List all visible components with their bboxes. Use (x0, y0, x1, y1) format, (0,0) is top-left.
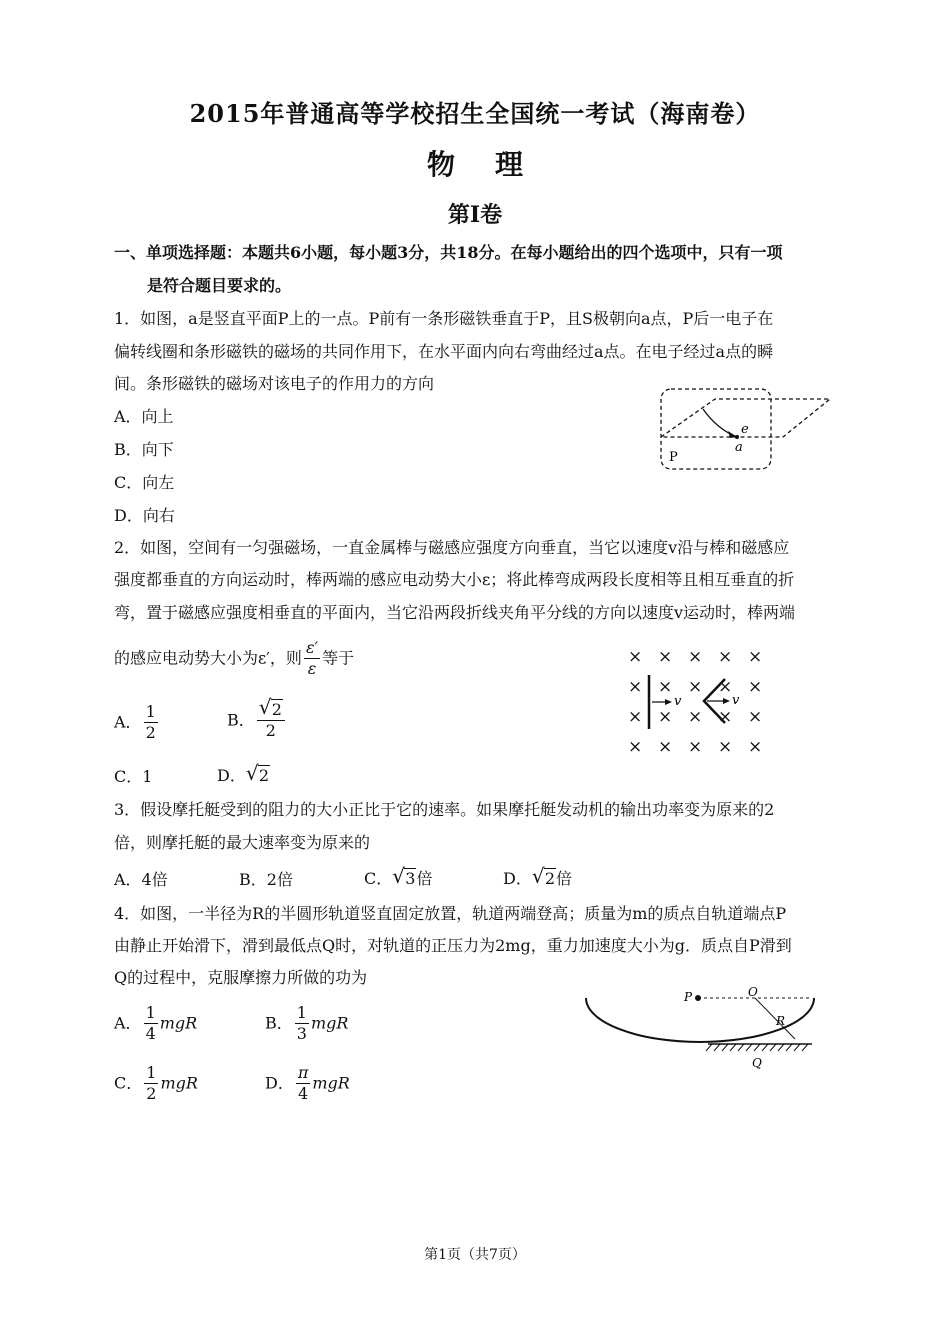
q4-option-d-num: π (297, 1063, 309, 1082)
field-cross: × (628, 647, 643, 667)
volume-title: 第Ⅰ卷 (447, 202, 503, 228)
field-cross: × (658, 737, 673, 755)
field-cross: × (658, 707, 673, 727)
q2-option-d-label: D． (217, 766, 246, 785)
field-cross: × (628, 737, 643, 755)
q4-label-q: Q (752, 1056, 762, 1070)
q4-option-c-suffix: mgR (160, 1073, 198, 1093)
q2-option-a-label: A． (114, 712, 142, 732)
q4-ground-hatching (706, 1044, 808, 1051)
q4-radius-line (755, 998, 795, 1039)
q3-line1: 3．假设摩托艇受到的阻力的大小正比于它的速率。如果摩托艇发动机的输出功率变为原来的2 (114, 800, 775, 819)
q4-point-p (695, 995, 701, 1001)
q3-option-d: D． √ 2倍 (503, 864, 573, 888)
field-cross: × (688, 677, 703, 697)
q2-arrow-head-2 (723, 698, 730, 704)
field-cross: × (688, 647, 703, 667)
q3-line2: 倍，则摩托艇的最大速率变为原来的 (114, 833, 371, 852)
q4-option-a-label: A． (114, 1013, 142, 1033)
q3-option-c-unit: 倍 (416, 869, 433, 888)
q2-option-b-den: 2 (265, 721, 276, 740)
q2-line1: 2．如图，空间有一匀强磁场，一直金属棒与磁感应强度方向垂直，当它以速度v沿与棒和磁感应 (114, 538, 790, 557)
q3-option-b: B．2倍 (239, 870, 293, 889)
q4-option-c-den: 2 (146, 1084, 157, 1103)
q2-figure (620, 645, 770, 755)
q2-ratio-fraction (304, 638, 320, 679)
q4-option-c-label: C． (114, 1073, 143, 1093)
q3-option-c: C． √ 3倍 (364, 864, 433, 888)
q2-option-a (114, 702, 160, 743)
q2-option-d-val: 2 (258, 766, 270, 785)
q2-option-a-num: 1 (145, 702, 156, 721)
q4-label-p: P (684, 990, 693, 1004)
q2-option-b-num: 2 (271, 700, 282, 719)
exam-title: 2015年普通高等学校招生全国统一考试（海南卷） (189, 99, 761, 128)
q2-option-b-label: B． (227, 710, 255, 730)
q4-option-b (265, 1003, 348, 1044)
q2-line4 (114, 638, 354, 679)
q2-option-c: C．1 (114, 767, 153, 786)
q4-option-a (114, 1003, 197, 1044)
q4-option-a-num: 1 (145, 1003, 156, 1022)
q2-ratio-num: ε′ (305, 638, 319, 657)
field-cross: × (628, 677, 643, 697)
q2-ratio-den: ε (307, 659, 317, 678)
q3-option-d-unit: 倍 (556, 869, 573, 888)
q4-option-d-den: 4 (298, 1084, 309, 1103)
q2-line3: 弯，置于磁感应强度相垂直的平面内，当它沿两段折线夹角平分线的方向以速度v运动时，棒两端 (114, 603, 796, 622)
field-cross: × (748, 737, 763, 755)
q4-option-b-den: 3 (296, 1024, 307, 1043)
q3-option-a: A．4倍 (114, 870, 168, 889)
q2-line4-a: 的感应电动势大小为ε′，则 (114, 648, 302, 668)
q1-electron-path (703, 409, 737, 437)
q1-point-a (735, 435, 739, 439)
q2-line2: 强度都垂直的方向运动时，棒两端的感应电动势大小ε；将此棒弯成两段长度相等且相互垂直的折 (114, 570, 795, 589)
field-cross: × (718, 737, 733, 755)
q4-option-c (114, 1063, 198, 1104)
q3-option-c-val: 3 (405, 869, 416, 888)
subject-title: 物理 (426, 148, 563, 181)
q3-option-d-label: D． (503, 869, 532, 888)
q4-option-b-suffix: mgR (310, 1013, 349, 1033)
q1-line1: 1．如图，a是竖直平面P上的一点。P前有一条形磁铁垂直于P，且S极朝向a点，P后一电子在 (114, 309, 774, 328)
field-cross: × (658, 647, 673, 667)
page-footer: 第1页（共7页） (424, 1247, 526, 1263)
field-cross: × (748, 677, 763, 697)
field-cross: × (748, 707, 763, 727)
q1-label-a: a (735, 440, 743, 455)
q1-line2: 偏转线圈和条形磁铁的磁场的共同作用下，在水平面内向右弯曲经过a点。在电子经过a点的瞬 (114, 342, 774, 361)
q3-option-d-val: 2 (544, 869, 556, 888)
q2-option-b-frac: √ 2 2 (257, 700, 285, 741)
q4-option-b-num: 1 (296, 1003, 307, 1022)
q4-label-o: O (748, 985, 758, 999)
field-cross: × (718, 677, 733, 697)
field-cross: × (748, 647, 763, 667)
section-heading-line1: 一、单项选择题：本题共6小题，每小题3分，共18分。在每小题给出的四个选项中，只有一项 (114, 243, 783, 262)
q2-option-a-frac (144, 702, 158, 743)
q4-option-a-suffix: mgR (159, 1013, 198, 1033)
q4-option-c-num: 1 (146, 1063, 157, 1082)
q1-option-d: D．向右 (114, 506, 175, 525)
field-cross: × (718, 707, 733, 727)
q4-line2: 由静止开始滑下，滑到最低点Q时，对轨道的正压力为2mg，重力加速度大小为g．质点自P滑到 (114, 936, 792, 955)
q4-label-r: R (776, 1014, 786, 1028)
field-cross: × (688, 707, 703, 727)
q1-line3: 间。条形磁铁的磁场对该电子的作用力的方向 (114, 374, 435, 393)
q4-option-b-label: B． (265, 1013, 293, 1033)
q2-arrow-head-1 (665, 699, 672, 705)
q2-v-label-1: v (674, 694, 682, 709)
q2-option-a-den: 2 (145, 723, 156, 742)
q4-line3: Q的过程中，克服摩擦力所做的功为 (114, 968, 368, 987)
q1-option-c: C．向左 (114, 473, 175, 492)
q1-label-p: P (669, 450, 678, 465)
q2-option-d: D． √ 2 (217, 761, 270, 785)
field-cross: × (718, 647, 733, 667)
q4-option-d-label: D． (265, 1073, 294, 1093)
q2-option-b (227, 695, 287, 741)
q1-label-e: e (741, 422, 749, 437)
field-cross: × (628, 707, 643, 727)
section-heading-line2: 是符合题目要求的。 (147, 276, 292, 295)
q1-figure (655, 385, 840, 475)
q4-option-d-suffix: mgR (312, 1073, 350, 1093)
field-cross: × (688, 737, 703, 755)
q4-figure (580, 985, 820, 1080)
q4-line1: 4．如图，一半径为R的半圆形轨道竖直固定放置，轨道两端登高；质量为m的质点自轨道端点P (114, 904, 787, 923)
q2-v-label-2: v (732, 693, 740, 708)
q2-line4-b: 等于 (322, 648, 355, 668)
field-cross: × (658, 677, 673, 697)
q4-option-a-den: 4 (145, 1024, 156, 1043)
q4-option-d (265, 1063, 350, 1104)
q1-option-b: B．向下 (114, 440, 174, 459)
q1-option-a: A．向上 (114, 407, 174, 426)
q3-option-c-label: C． (364, 869, 393, 888)
